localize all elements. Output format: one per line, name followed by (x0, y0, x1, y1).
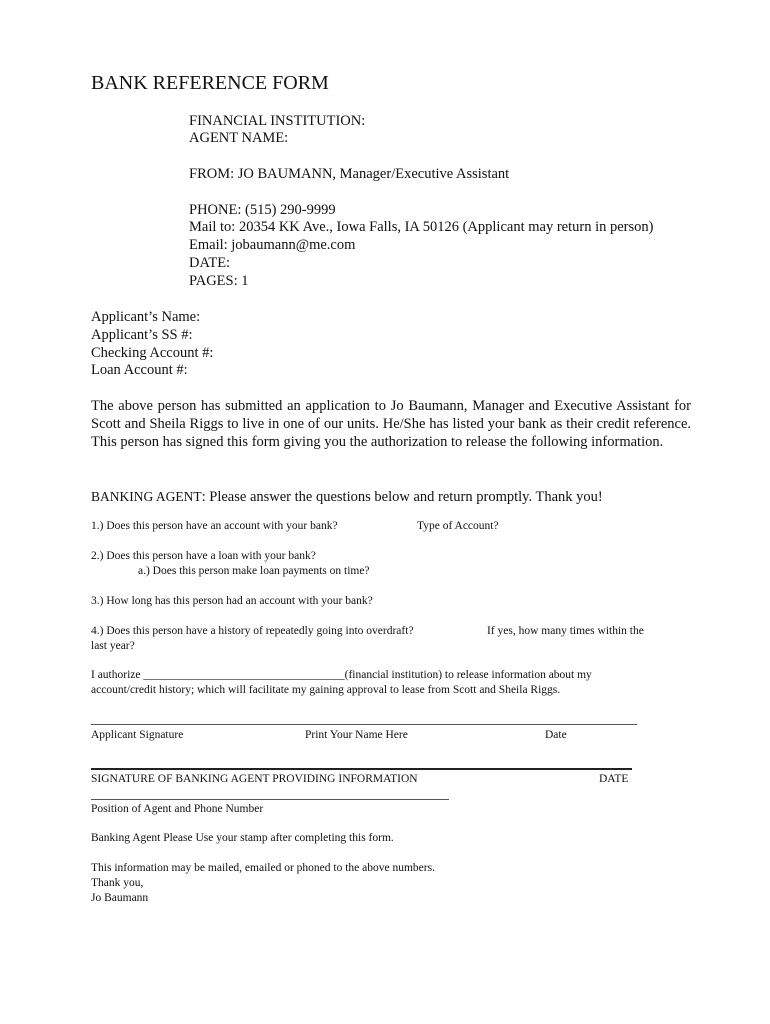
checking-account-label: Checking Account #: (91, 345, 214, 361)
mail-to-line: Mail to: 20354 KK Ave., Iowa Falls, IA 50126 (Applicant may return in person) (189, 219, 654, 235)
question-1: 1.) Does this person have an account with your bank? (91, 520, 338, 532)
loan-account-label: Loan Account #: (91, 362, 188, 378)
authorization-end: (financial institution) to release information about my (344, 669, 592, 681)
intro-paragraph: The above person has submitted an application to Jo Baumann, Manager and Executive Assistant for Scott and Sheila Riggs to live in one of our units. He/She has listed your bank as their credit reference. This person has signed this form giving you the authorization to release the following information. (91, 398, 691, 450)
applicant-signature-line (91, 724, 637, 725)
agent-date-label: DATE (599, 773, 629, 785)
agent-signature-line (91, 768, 632, 770)
form-title: BANK REFERENCE FORM (91, 72, 329, 94)
authorization-line-1 (91, 668, 592, 683)
question-4: 4.) Does this person have a history of repeatedly going into overdraft? (91, 625, 414, 637)
financial-institution-label: FINANCIAL INSTITUTION: (189, 113, 366, 129)
from-line: FROM: JO BAUMANN, Manager/Executive Assistant (189, 166, 510, 182)
financial-institution-blank: ___________________________________ (143, 669, 345, 681)
banking-agent-prompt-text: : Please answer the questions below and return promptly. Thank you! (201, 489, 603, 505)
question-4-followup: If yes, how many times within the (487, 625, 644, 637)
question-4-continued: last year? (91, 640, 135, 652)
authorization-start: I authorize (91, 669, 144, 681)
applicant-date-label: Date (545, 729, 567, 741)
question-2: 2.) Does this person have a loan with your bank? (91, 550, 316, 562)
print-name-label: Print Your Name Here (305, 729, 408, 741)
authorization-line-2: account/credit history; which will facilitate my gaining approval to lease from Scott and Sheila Riggs. (91, 684, 561, 696)
pages-line: PAGES: 1 (189, 273, 249, 289)
phone-line: PHONE: (515) 290-9999 (189, 202, 336, 218)
agent-signature-label: SIGNATURE OF BANKING AGENT PROVIDING INFORMATION (91, 773, 418, 785)
position-label: Position of Agent and Phone Number (91, 803, 264, 815)
thank-you: Thank you, (91, 877, 144, 889)
position-line (91, 799, 449, 800)
date-label: DATE: (189, 255, 231, 271)
applicant-ss-label: Applicant’s SS #: (91, 327, 193, 343)
signoff-name: Jo Baumann (91, 892, 149, 904)
banking-agent-prompt (91, 488, 603, 507)
email-line: Email: jobaumann@me.com (189, 237, 356, 253)
question-3: 3.) How long has this person had an account with your bank? (91, 595, 373, 607)
applicant-name-label: Applicant’s Name: (91, 309, 201, 325)
question-2a: a.) Does this person make loan payments on time? (138, 565, 370, 577)
applicant-signature-label: Applicant Signature (91, 729, 184, 741)
question-1-type: Type of Account? (417, 520, 499, 532)
banking-agent-prompt-label: BANKING AGENT (91, 489, 202, 504)
stamp-note: Banking Agent Please Use your stamp after completing this form. (91, 832, 394, 844)
mailed-note: This information may be mailed, emailed or phoned to the above numbers. (91, 862, 435, 874)
agent-name-label: AGENT NAME: (189, 130, 289, 146)
